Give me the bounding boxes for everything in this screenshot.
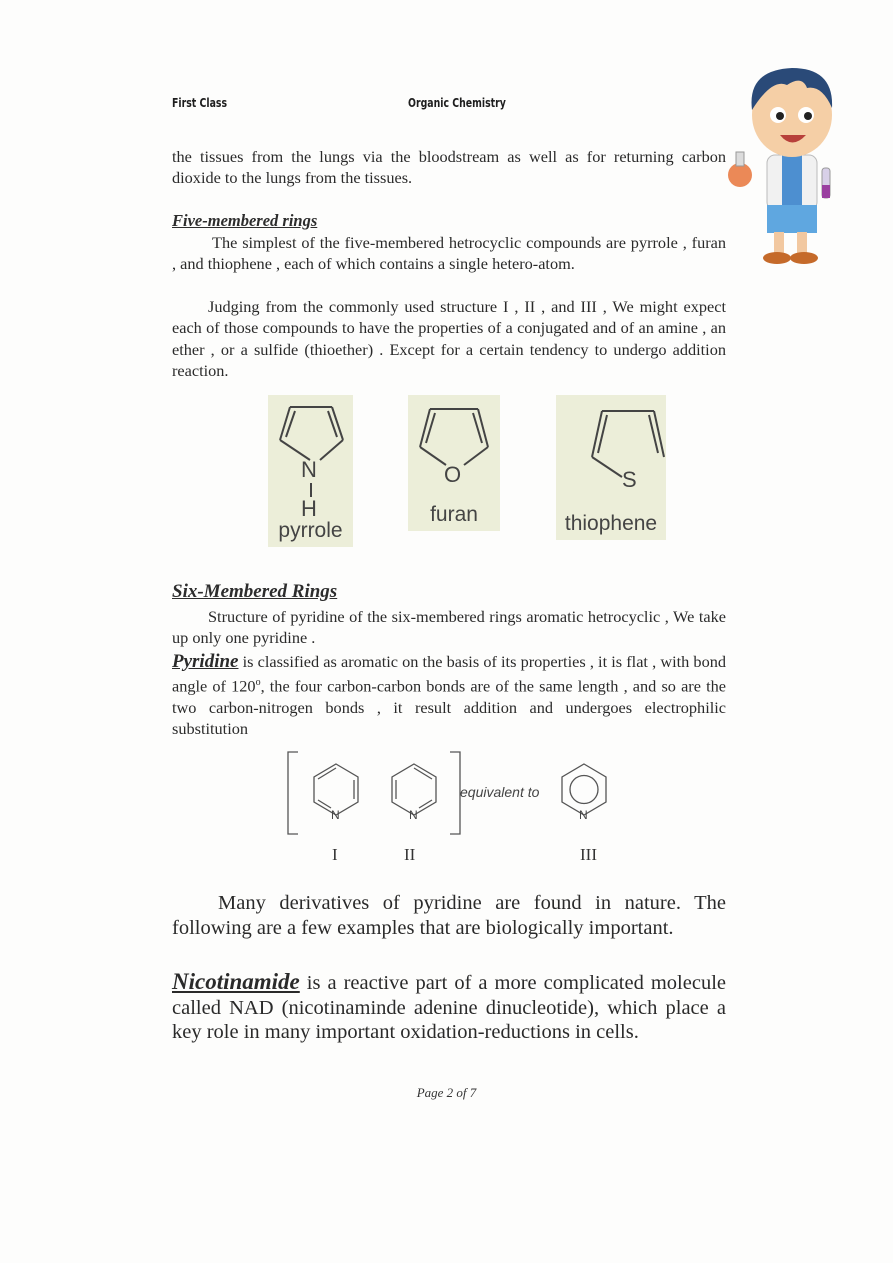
pyridine-resonance-figure — [280, 748, 620, 838]
six-membered-paragraph-2 — [172, 651, 726, 740]
five-membered-paragraph-2: Judging from the commonly used structure I , II , and III , We might expect each of those compounds to have the properties of a conjugated and of an amine , an ether , or a sulfide (thioether) . Except for a certain tendency to undergo addition reaction. — [172, 297, 726, 380]
pyridine-n-2: N — [409, 808, 418, 822]
intro-paragraph: the tissues from the lungs via the bloodstream as well as for returning carbon dioxide to the lungs from the tissues. — [172, 147, 726, 188]
nicotinamide-term: Nicotinamide — [172, 969, 300, 994]
pyrrole-hydrogen: H — [301, 496, 317, 521]
label-iii: III — [580, 845, 597, 864]
pyridine-desc-b: , the four carbon-carbon bonds are of the same length , and so are the two carbon-nitrogen bonds , it result addition and undergoes electrophilic substitution — [172, 676, 727, 739]
label-i: I — [332, 845, 338, 864]
label-ii: II — [404, 845, 416, 864]
equivalent-to-label: equivalent to — [460, 784, 540, 800]
furan-oxygen: O — [444, 462, 462, 487]
degree-mark: o — [255, 677, 261, 689]
thiophene-label: thiophene — [564, 512, 658, 535]
header-subject: Organic Chemistry — [408, 96, 506, 110]
six-membered-paragraph-1: Structure of pyridine of the six-membered rings aromatic hetrocyclic , We take up only one pyridine . — [172, 607, 726, 648]
pyridine-desc-a: is classified as aromatic on the basis of its properties , it is flat , with bond angle of 120 — [172, 652, 726, 696]
thiophene-sulfur: S — [622, 467, 637, 492]
derivatives-paragraph: Many derivatives of pyridine are found in nature. The following are a few examples that are biologically important. — [172, 892, 726, 939]
pyrrole-nitrogen: N — [301, 457, 317, 482]
pyrrole-structure — [268, 395, 353, 547]
furan-structure — [408, 395, 500, 531]
five-membered-heading: Five-membered rings — [172, 211, 318, 230]
furan-label: furan — [430, 503, 478, 526]
pyridine-n-3: N — [579, 808, 588, 822]
five-membered-paragraph-1: The simplest of the five-membered hetrocyclic compounds are pyrrole , furan , and thiophene , each of which contains a single hetero-atom. — [172, 233, 726, 274]
header-class: First Class — [172, 96, 228, 110]
six-membered-heading: Six-Membered Rings — [172, 581, 338, 602]
pyridine-term: Pyridine — [172, 651, 239, 672]
nicotinamide-paragraph — [172, 970, 726, 1045]
chemist-mascot-icon — [722, 60, 842, 270]
pyrrole-label: pyrrole — [278, 519, 343, 542]
page-number: Page 2 of 7 — [416, 1085, 477, 1100]
nicotinamide-desc: is a reactive part of a more complicated molecule called NAD (nicotinaminde adenine dinucleotide), which place a key role in many important oxidation-reductions in cells. — [172, 972, 726, 1043]
pyridine-n-1: N — [331, 808, 340, 822]
thiophene-structure — [556, 395, 666, 540]
